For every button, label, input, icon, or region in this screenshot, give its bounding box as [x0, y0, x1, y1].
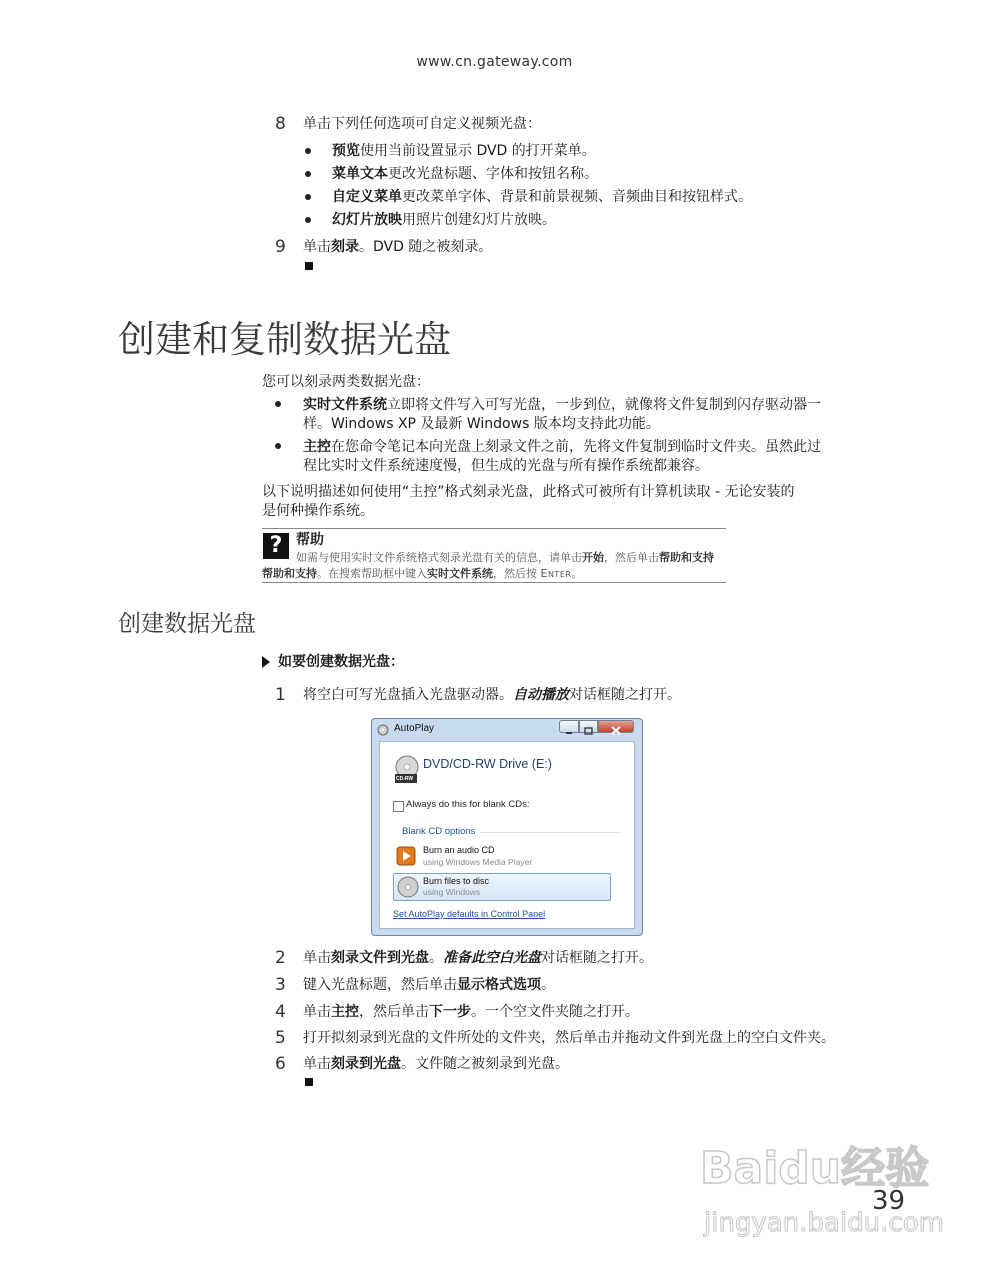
step-number: 5 — [275, 1028, 286, 1048]
paragraph-line: 以下说明描述如何使用“主控”格式刻录光盘，此格式可被所有计算机读取 - 无论安装的 — [262, 484, 795, 500]
step-text: 打开拟刻录到光盘的文件所处的文件夹，然后单击并拖动文件到光盘上的空白文件夹。 — [303, 1030, 835, 1046]
bullet-line — [303, 437, 821, 457]
bullet-desc: 使用当前设置显示 DVD 的打开菜单。 — [360, 143, 596, 159]
step-text — [303, 948, 653, 968]
step-bold-term: 下一步 — [429, 1004, 471, 1020]
step-bold-term: 刻录 — [331, 239, 359, 255]
group-divider — [480, 832, 620, 833]
end-mark — [305, 1078, 313, 1086]
autoplay-icon — [377, 724, 389, 736]
help-text-part: ，然后按 — [493, 567, 541, 580]
bullet-line — [303, 395, 821, 415]
subsection-title: 创建数据光盘 — [118, 611, 256, 637]
sub-bullet-item — [332, 187, 752, 207]
help-text-part: ，然后单击 — [604, 551, 659, 564]
option-title: Burn an audio CD — [423, 845, 495, 855]
watermark-url: jingyan.baidu.com — [704, 1208, 944, 1238]
close-button[interactable] — [598, 720, 634, 733]
help-key-name: Enter — [540, 567, 572, 580]
bullet-desc: 立即将文件写入可写光盘，一步到位，就像将文件复制到闪存驱动器一 — [387, 397, 821, 413]
step-text — [303, 237, 492, 257]
checkbox-label: Always do this for blank CDs: — [406, 799, 530, 810]
dialog-title: AutoPlay — [394, 723, 435, 734]
always-do-checkbox[interactable] — [393, 801, 404, 812]
step-text-part: 。文件随之被刻录到光盘。 — [401, 1056, 569, 1072]
header-url: www.cn.gateway.com — [416, 54, 573, 70]
step-text: 单击下列任何选项可自定义视频光盘： — [303, 116, 541, 132]
bullet-line: 样。Windows XP 及最新 Windows 版本均支持此功能。 — [303, 416, 660, 432]
step-text-part: 将空白可写光盘插入光盘驱动器。 — [303, 687, 513, 703]
step-bold-term: 显示格式选项 — [457, 977, 541, 993]
step-text-part: 对话框随之打开。 — [569, 687, 681, 703]
step-text-part: 。一个空文件夹随之打开。 — [471, 1004, 639, 1020]
help-line-1: 如需与使用实时文件系统格式刻录光盘有关的信息，请单击开始，然后单击帮助和支持 — [296, 551, 714, 564]
burn-audio-cd-option[interactable] — [396, 844, 615, 870]
bullet-dot — [275, 443, 281, 449]
step-text-part: 。 — [541, 977, 555, 993]
section-intro: 您可以刻录两类数据光盘： — [262, 374, 430, 390]
step-bold-term: 刻录到光盘 — [331, 1056, 401, 1072]
help-line-2 — [262, 566, 582, 581]
paragraph-line: 是何种操作系统。 — [262, 503, 374, 519]
bullet-term: 自定义菜单 — [332, 189, 402, 205]
step-text — [303, 1002, 639, 1022]
help-text-part: 如需与使用实时文件系统格式刻录光盘有关的信息，请单击 — [296, 551, 582, 564]
bullet-dot — [275, 401, 281, 407]
step-text-part: 。 — [429, 950, 443, 966]
bullet-desc: 更改光盘标题、字体和按钮名称。 — [388, 166, 598, 182]
section-title: 创建和复制数据光盘 — [118, 318, 451, 361]
step-bold-term: 刻录文件到光盘 — [331, 950, 429, 966]
bullet-dot — [305, 217, 311, 223]
bullet-line: 程比实时文件系统速度慢，但生成的光盘与所有操作系统都兼容。 — [303, 458, 709, 474]
step-number: 4 — [275, 1002, 286, 1022]
procedure-arrow-icon — [262, 656, 270, 668]
sub-bullet-item — [332, 141, 596, 161]
step-text-part: 单击 — [303, 950, 331, 966]
bullet-term: 实时文件系统 — [303, 397, 387, 413]
bullet-desc: 更改菜单字体、背景和前景视频、音频曲目和按钮样式。 — [402, 189, 752, 205]
bullet-term: 预览 — [332, 143, 360, 159]
minimize-button[interactable] — [559, 720, 579, 733]
help-title: 帮助 — [296, 532, 324, 548]
step-number: 6 — [275, 1054, 286, 1074]
step-text-part: 单击 — [303, 1056, 331, 1072]
step-number: 2 — [275, 948, 286, 968]
step-text-part: 单击 — [303, 239, 331, 255]
help-top-rule — [262, 528, 726, 529]
watermark-logo: Baidu经验 — [700, 1143, 930, 1194]
group-title: Blank CD options — [402, 826, 476, 837]
help-text-part: 。在搜索帮助框中键入 — [317, 567, 427, 580]
dialog-body — [379, 741, 635, 929]
autoplay-dialog — [371, 718, 643, 936]
step-text-part: 键入光盘标题，然后单击 — [303, 977, 457, 993]
maximize-button[interactable] — [579, 720, 598, 733]
step-text — [303, 1054, 569, 1074]
option-subtitle: using Windows Media Player — [423, 857, 533, 867]
help-question-icon: ? — [263, 533, 289, 559]
help-bottom-rule — [262, 582, 726, 583]
end-mark — [305, 262, 313, 270]
step-italic-term: 准备此空白光盘 — [443, 950, 541, 966]
sub-bullet-item — [332, 164, 598, 184]
help-text-part: 。 — [571, 567, 583, 580]
bullet-desc: 用照片创建幻灯片放映。 — [402, 212, 556, 228]
sub-bullet-item — [332, 210, 556, 230]
window-controls — [559, 720, 634, 734]
option-subtitle: using Windows — [423, 887, 481, 897]
burn-files-to-disc-option[interactable] — [393, 873, 611, 901]
bullet-term: 主控 — [303, 439, 331, 455]
bullet-dot — [305, 171, 311, 177]
disc-icon — [397, 876, 419, 898]
step-text — [303, 975, 555, 995]
step-italic-term: 自动播放 — [513, 687, 569, 703]
procedure-heading: 如要创建数据光盘： — [278, 654, 404, 670]
bullet-desc: 在您命令笔记本向光盘上刻录文件之前，先将文件复制到临时文件夹。虽然此过 — [331, 439, 821, 455]
step-bold-term: 主控 — [331, 1004, 359, 1020]
drive-name: DVD/CD-RW Drive (E:) — [423, 757, 552, 771]
help-bold-term: 帮助和支持 — [262, 567, 317, 580]
step-text — [303, 685, 681, 705]
bullet-term: 菜单文本 — [332, 166, 388, 182]
step-text-part: 对话框随之打开。 — [541, 950, 653, 966]
autoplay-defaults-link[interactable]: Set AutoPlay defaults in Control Panel — [393, 909, 546, 919]
bullet-dot — [305, 194, 311, 200]
step-number: 9 — [275, 237, 286, 257]
bullet-dot — [305, 148, 311, 154]
step-text-part: 单击 — [303, 1004, 331, 1020]
option-title: Burn files to disc — [423, 876, 490, 886]
cd-rw-badge: CD-RW — [396, 776, 414, 782]
step-number: 1 — [275, 685, 286, 705]
step-text-part: ，然后单击 — [359, 1004, 429, 1020]
help-bold-term: 开始 — [582, 551, 604, 564]
step-number: 8 — [275, 114, 286, 134]
bullet-term: 幻灯片放映 — [332, 212, 402, 228]
help-bold-term: 实时文件系统 — [427, 567, 493, 580]
media-player-icon — [396, 846, 416, 866]
page-number: 39 — [872, 1186, 906, 1216]
step-text-part: 。DVD 随之被刻录。 — [359, 239, 493, 255]
step-number: 3 — [275, 975, 286, 995]
